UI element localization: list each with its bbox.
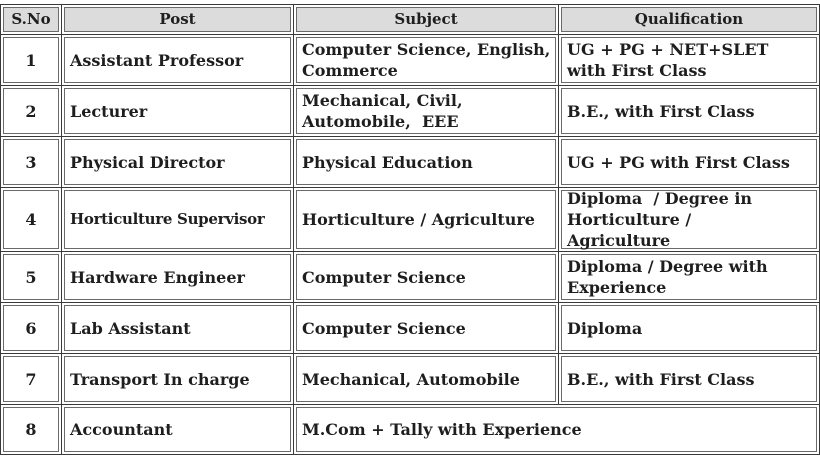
table-row [1, 86, 820, 137]
cell-subject: Computer Science [294, 303, 559, 354]
table-row [1, 303, 820, 354]
cell-qualification: UG + PG with First Class [559, 137, 820, 188]
cell-post: Accountant [62, 405, 294, 455]
cell-sno: 6 [1, 303, 62, 354]
subject-text: Mechanical, Civil, Automobile, EEE [302, 91, 469, 131]
cell-subject [294, 35, 559, 86]
cell-post: Physical Director [62, 137, 294, 188]
cell-subject [294, 86, 559, 137]
qualification-text: UG + PG + NET+SLET with First Class [567, 40, 769, 80]
cell-post [62, 188, 294, 252]
cell-post: Hardware Engineer [62, 252, 294, 303]
header-subject: Subject [294, 5, 559, 35]
cell-subject: Physical Education [294, 137, 559, 188]
cell-post: Assistant Professor [62, 35, 294, 86]
table-row [1, 137, 820, 188]
table-row [1, 405, 820, 455]
cell-sno: 4 [1, 188, 62, 252]
table-row [1, 35, 820, 86]
cell-subject-qualification-merged: M.Com + Tally with Experience [294, 405, 820, 455]
cell-subject: Computer Science [294, 252, 559, 303]
cell-sno: 5 [1, 252, 62, 303]
cell-qualification [559, 188, 820, 252]
table-header-row [1, 5, 820, 35]
table-row [1, 188, 820, 252]
vacancy-table [0, 4, 820, 455]
cell-post: Transport In charge [62, 354, 294, 405]
cell-qualification: Diploma [559, 303, 820, 354]
header-post: Post [62, 5, 294, 35]
cell-subject: Mechanical, Automobile [294, 354, 559, 405]
cell-qualification: B.E., with First Class [559, 86, 820, 137]
subject-text: Computer Science, English, Commerce [302, 40, 551, 80]
table-row [1, 354, 820, 405]
cell-sno: 7 [1, 354, 62, 405]
cell-qualification [559, 252, 820, 303]
cell-sno: 2 [1, 86, 62, 137]
cell-post: Lecturer [62, 86, 294, 137]
cell-post: Lab Assistant [62, 303, 294, 354]
header-sno: S.No [1, 5, 62, 35]
cell-qualification: B.E., with First Class [559, 354, 820, 405]
post-text: Horticulture Supervisor [70, 210, 265, 228]
cell-sno: 8 [1, 405, 62, 455]
cell-qualification [559, 35, 820, 86]
qualification-text: Diploma / Degree with Experience [567, 257, 768, 297]
qualification-text: Diploma / Degree in Horticulture / Agriculture [567, 189, 758, 250]
table-row [1, 252, 820, 303]
header-qualification: Qualification [559, 5, 820, 35]
cell-sno: 1 [1, 35, 62, 86]
cell-sno: 3 [1, 137, 62, 188]
cell-subject: Horticulture / Agriculture [294, 188, 559, 252]
